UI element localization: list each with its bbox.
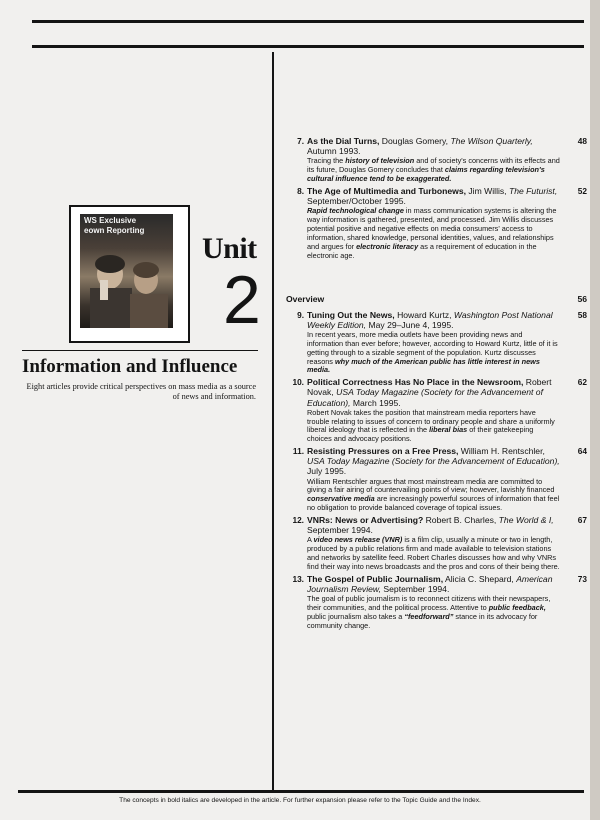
entry-page: 73 — [577, 573, 587, 584]
description-text: public journalism also takes a — [307, 611, 405, 621]
entry-heading — [307, 136, 560, 156]
entry-date: July 1995. — [307, 466, 347, 477]
entry-title: Tuning Out the News, — [307, 309, 395, 320]
description-text: are increasingly powerful sources of information that feel no obligation to provide balanced coverage of topical issues. — [307, 494, 560, 513]
overview-entry[interactable] — [286, 294, 590, 304]
key-concept: why much of the American public has little interest in news media. — [307, 356, 540, 375]
entry-description — [307, 157, 560, 184]
description-text: as a requirement of education in the electronic age. — [307, 241, 537, 260]
entry-author: Robert B. Charles, — [423, 515, 499, 526]
entry-page: 62 — [577, 377, 587, 388]
toc-entry[interactable] — [286, 136, 590, 184]
entry-heading — [307, 515, 560, 535]
entry-title: The Gospel of Public Journalism, — [307, 573, 444, 584]
description-text: in mass communication systems is altering the way information is gathered, presented, and processed. Jim Willis discusses potential positive and negative effects on media consumers' access to information, shared knowledge, personal identities, values, and relationships and argues for — [307, 206, 557, 251]
entry-number: 7. — [297, 136, 304, 146]
entry-date: March 1995. — [350, 397, 401, 408]
toc-entry[interactable] — [286, 310, 590, 376]
entry-description — [307, 478, 560, 514]
entry-heading — [307, 574, 560, 594]
description-text: of their gatekeeping choices and advocacy positions. — [307, 425, 534, 444]
unit-photo — [80, 214, 173, 328]
entry-title: As the Dial Turns, — [307, 136, 380, 146]
entry-source: American Journalism Review, — [307, 573, 553, 595]
entry-number: 13. — [292, 573, 304, 584]
key-concept: public feedback, — [488, 603, 546, 613]
entry-author: Robert Novak, — [307, 377, 552, 398]
entry-title: Resisting Pressures on a Free Press, — [307, 446, 459, 457]
unit-description: Eight articles provide critical perspectives on mass media as a source of news and information. — [26, 382, 256, 401]
unit-title-rule — [22, 350, 258, 351]
key-concept: “feedforward” — [404, 611, 454, 621]
entry-description — [307, 207, 560, 260]
entry-heading — [307, 186, 560, 206]
toc-entry[interactable] — [286, 446, 590, 513]
entry-number: 9. — [297, 309, 304, 320]
entry-description — [307, 595, 560, 631]
entry-source: The Futurist, — [508, 185, 558, 196]
entry-heading — [307, 446, 560, 476]
entry-page: 52 — [577, 185, 587, 196]
overview-page: 56 — [577, 293, 587, 304]
description-text: The goal of public journalism is to reconnect citizens with their newspapers, their communities, and the political process. Attentive to — [307, 594, 551, 613]
entry-title: VNRs: News or Advertising? — [307, 515, 424, 526]
photo-caption-line-2: eown Reporting — [84, 226, 145, 235]
column-divider — [272, 52, 274, 792]
unit-label: Unit — [202, 232, 257, 265]
page-spine-shadow — [590, 0, 600, 820]
entry-author: William H. Rentschler, — [458, 446, 545, 457]
key-concept: conservative media — [307, 494, 375, 504]
bottom-rule — [18, 790, 584, 793]
entry-description — [307, 536, 560, 572]
entry-author: Alicia C. Shepard, — [443, 573, 517, 584]
entry-title: The Age of Multimedia and Turbonews, — [307, 185, 466, 196]
key-concept: claims regarding television's cultural influence tend to be exaggerated. — [307, 165, 545, 183]
unit-number: 2 — [223, 262, 261, 338]
entry-source: The Wilson Quarterly, — [450, 136, 533, 146]
entry-source: USA Today Magazine (Society for the Advancement of Education), — [307, 456, 560, 467]
footer-note: The concepts in bold italics are developed in the article. For further expansion please refer to the Topic Guide and the Index. — [119, 797, 481, 804]
toc-bottom-items — [286, 310, 590, 631]
entry-page: 67 — [577, 515, 587, 526]
unit-title: Information and Influence — [22, 356, 238, 377]
entry-page: 64 — [577, 446, 587, 457]
entry-page: 48 — [577, 136, 587, 146]
entry-date: May 29–June 4, 1995. — [366, 319, 454, 330]
toc-entry[interactable] — [286, 574, 590, 631]
toc-entry[interactable] — [286, 515, 590, 572]
toc-entry[interactable] — [286, 377, 590, 444]
entry-date: September/October 1995. — [307, 196, 406, 206]
entry-number: 10. — [292, 377, 304, 388]
description-text: Tracing the — [307, 156, 346, 166]
description-text: Robert Novak takes the position that mainstream media reporters have trouble relating to issues of concern to ordinary people and share a uniformly liberal ideology that is reflected in the — [307, 407, 555, 435]
overview-label: Overview — [286, 293, 325, 304]
toc-top-items — [286, 136, 590, 261]
description-text: In recent years, more media outlets have been providing news and information than ever before; however, according to Howard Kurtz, little of it is getting through to a sizable segment of the population. Kurtz discusses reasons — [307, 329, 558, 366]
entry-date: Autumn 1993. — [307, 146, 361, 157]
photo-caption-line-1: WS Exclusive — [84, 216, 137, 225]
key-concept: history of television — [345, 156, 415, 166]
entry-source: Washington Post National Weekly Edition, — [307, 309, 553, 330]
description-text: stance in its advocacy for community change. — [307, 611, 538, 630]
entry-author: Douglas Gomery, — [379, 136, 451, 146]
entry-source: USA Today Magazine (Society for the Advancement of Education), — [307, 387, 543, 408]
description-text: is a film clip, usually a minute or two in length, produced by a public relations firm and made available to television stations and networks by satellite feed. Robert Charles discusses how and why VNRs find their way into news broadcasts and the pros and cons of their being there. — [307, 535, 560, 572]
entry-number: 12. — [292, 515, 304, 526]
entry-date: September 1994. — [381, 584, 450, 595]
entry-heading — [307, 377, 560, 407]
entry-author: Jim Willis, — [466, 185, 509, 196]
entry-number: 8. — [297, 185, 304, 196]
photo-crowd-image — [80, 240, 173, 328]
description-text: William Rentschler argues that most mainstream media are committed to giving a fair airing of countervailing points of view; however, lavishly financed — [307, 476, 555, 495]
entry-source: The World & I, — [498, 515, 554, 526]
entry-heading — [307, 310, 560, 330]
top-rule-secondary — [32, 45, 584, 48]
key-concept: video news release (VNR) — [313, 535, 403, 545]
entry-page: 58 — [577, 309, 587, 320]
top-rule — [32, 20, 584, 23]
toc-entry[interactable] — [286, 186, 590, 261]
key-concept: Rapid technological change — [307, 206, 404, 216]
entry-date: September 1994. — [307, 525, 373, 536]
entry-description — [307, 331, 560, 376]
entry-title: Political Correctness Has No Place in the Newsroom, — [307, 377, 524, 388]
table-of-contents — [286, 136, 590, 633]
entry-number: 11. — [292, 446, 304, 457]
key-concept: liberal bias — [429, 425, 468, 435]
description-text: and of society's concerns with its effects and its future, Douglas Gomery concludes that — [307, 156, 560, 175]
description-text: A — [307, 535, 314, 545]
entry-description — [307, 409, 560, 445]
key-concept: electronic literacy — [356, 241, 419, 251]
entry-author: Howard Kurtz, — [394, 309, 454, 320]
